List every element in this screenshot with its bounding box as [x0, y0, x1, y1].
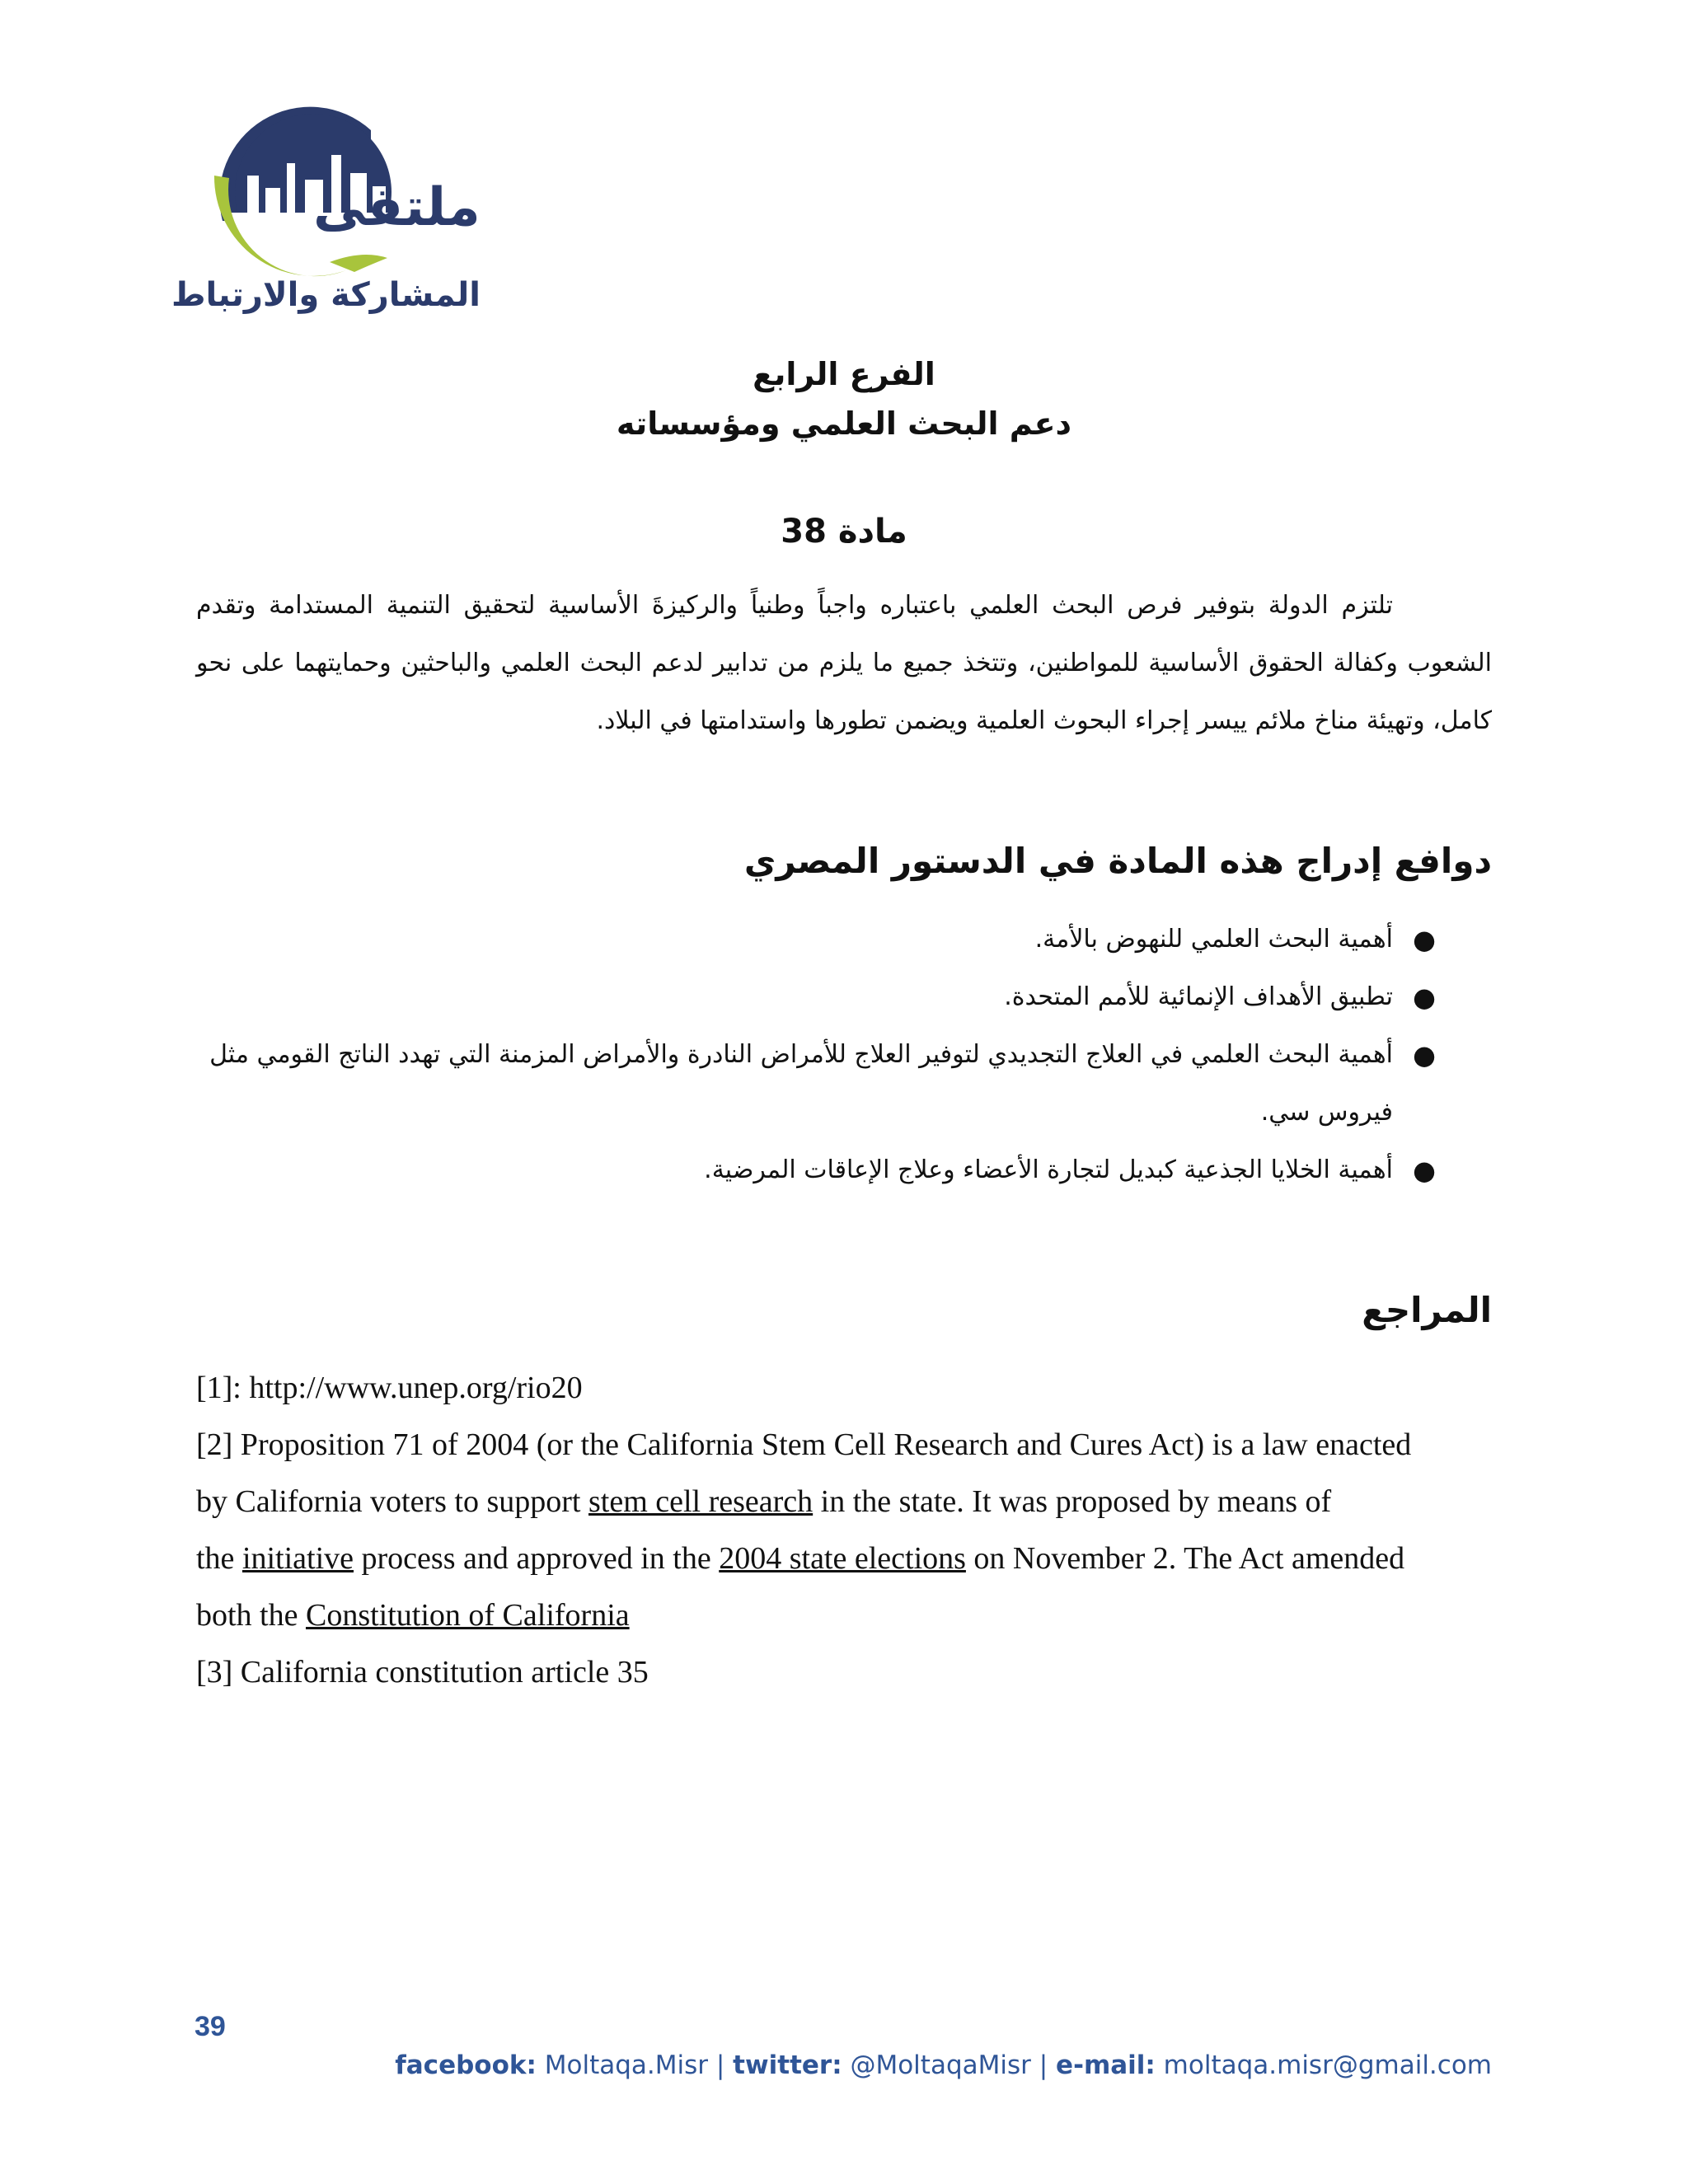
references-list [196, 1360, 1515, 1701]
logo-wordmark: ملتقى [313, 177, 481, 238]
email-value: moltaqa.misr@gmail.com [1155, 2050, 1492, 2080]
twitter-value: @MoltaqaMisr [842, 2050, 1039, 2080]
reference-2-line: both the Constitution of California [196, 1598, 630, 1633]
bullet-icon: ● [1413, 1039, 1436, 1071]
reference-1: [1]: http://www.unep.org/rio20 [196, 1371, 583, 1405]
facebook-value: Moltaqa.Misr [536, 2050, 716, 2080]
reference-2-line: the initiative process and approved in the 2004 state elections on November 2. The Act amended [196, 1541, 1405, 1576]
twitter-label: twitter: [733, 2050, 842, 2080]
motives-heading: دوافع إدراج هذه المادة في الدستور المصري [743, 841, 1492, 881]
references-heading: المراجع [1362, 1290, 1492, 1330]
initiative-link[interactable]: initiative [241, 1541, 354, 1576]
page-number: 39 [195, 2011, 226, 2042]
article-paragraph: تلتزم الدولة بتوفير فرص البحث العلمي باعتباره واجباً وطنياً والركيزةَ الأساسية لتحقيق التنمية المستدامة وتقدم الشعوب وكفالة الحقوق الأساسية للمواطنين، وتتخذ جميع ما يلزم من تدابير لدعم البحث العلمي والباحثين وحمايتهما على نحو كامل، وتهيئة مناخ ملائم ييسر إجراء البحوث العلمية ويضمن تطورها واستدامتها في البلاد. [196, 591, 1492, 735]
list-item: ● تطبيق الأهداف الإنمائية للأمم المتحدة. [196, 968, 1492, 1026]
facebook-label: facebook: [395, 2050, 537, 2080]
branch-subtitle: دعم البحث العلمي ومؤسساته [616, 405, 1072, 442]
reference-3: [3] California constitution article 35 [196, 1655, 649, 1690]
article-heading: مادة 38 [781, 513, 907, 551]
email-label: e-mail: [1056, 2050, 1156, 2080]
contact-footer: facebook: Moltaqa.Misr | twitter: @MoltaqaMisr | e-mail: moltaqa.misr@gmail.com [395, 2050, 1492, 2080]
bullet-icon: ● [1413, 1155, 1436, 1186]
list-item: ● أهمية البحث العلمي في العلاج التجديدي لتوفير العلاج للأمراض النادرة والأمراض المزمنة التي تهدد الناتج القومي مثل فيروس سي. [196, 1026, 1492, 1141]
constitution-of-california-link[interactable]: Constitution of California [305, 1598, 630, 1633]
bullet-icon: ● [1413, 924, 1436, 955]
logo-subtitle: المشاركة والارتباط [171, 276, 481, 314]
branch-heading: الفرع الرابع [753, 356, 935, 392]
motives-list [196, 911, 1492, 1199]
reference-2-line: [2] Proposition 71 of 2004 (or the California Stem Cell Research and Cures Act) is a law enacted [196, 1427, 1412, 1462]
list-item: ● أهمية البحث العلمي للنهوض بالأمة. [196, 911, 1492, 968]
bullet-icon: ● [1413, 982, 1436, 1013]
list-item: ● أهمية الخلايا الجذعية كبديل لتجارة الأعضاء وعلاج الإعاقات المرضية. [196, 1141, 1492, 1199]
state-elections-link[interactable]: 2004 state elections [719, 1541, 966, 1576]
reference-2-line: by California voters to support stem cell research in the state. It was proposed by means of [196, 1484, 1332, 1519]
stem-cell-research-link[interactable]: stem cell research [588, 1484, 814, 1519]
